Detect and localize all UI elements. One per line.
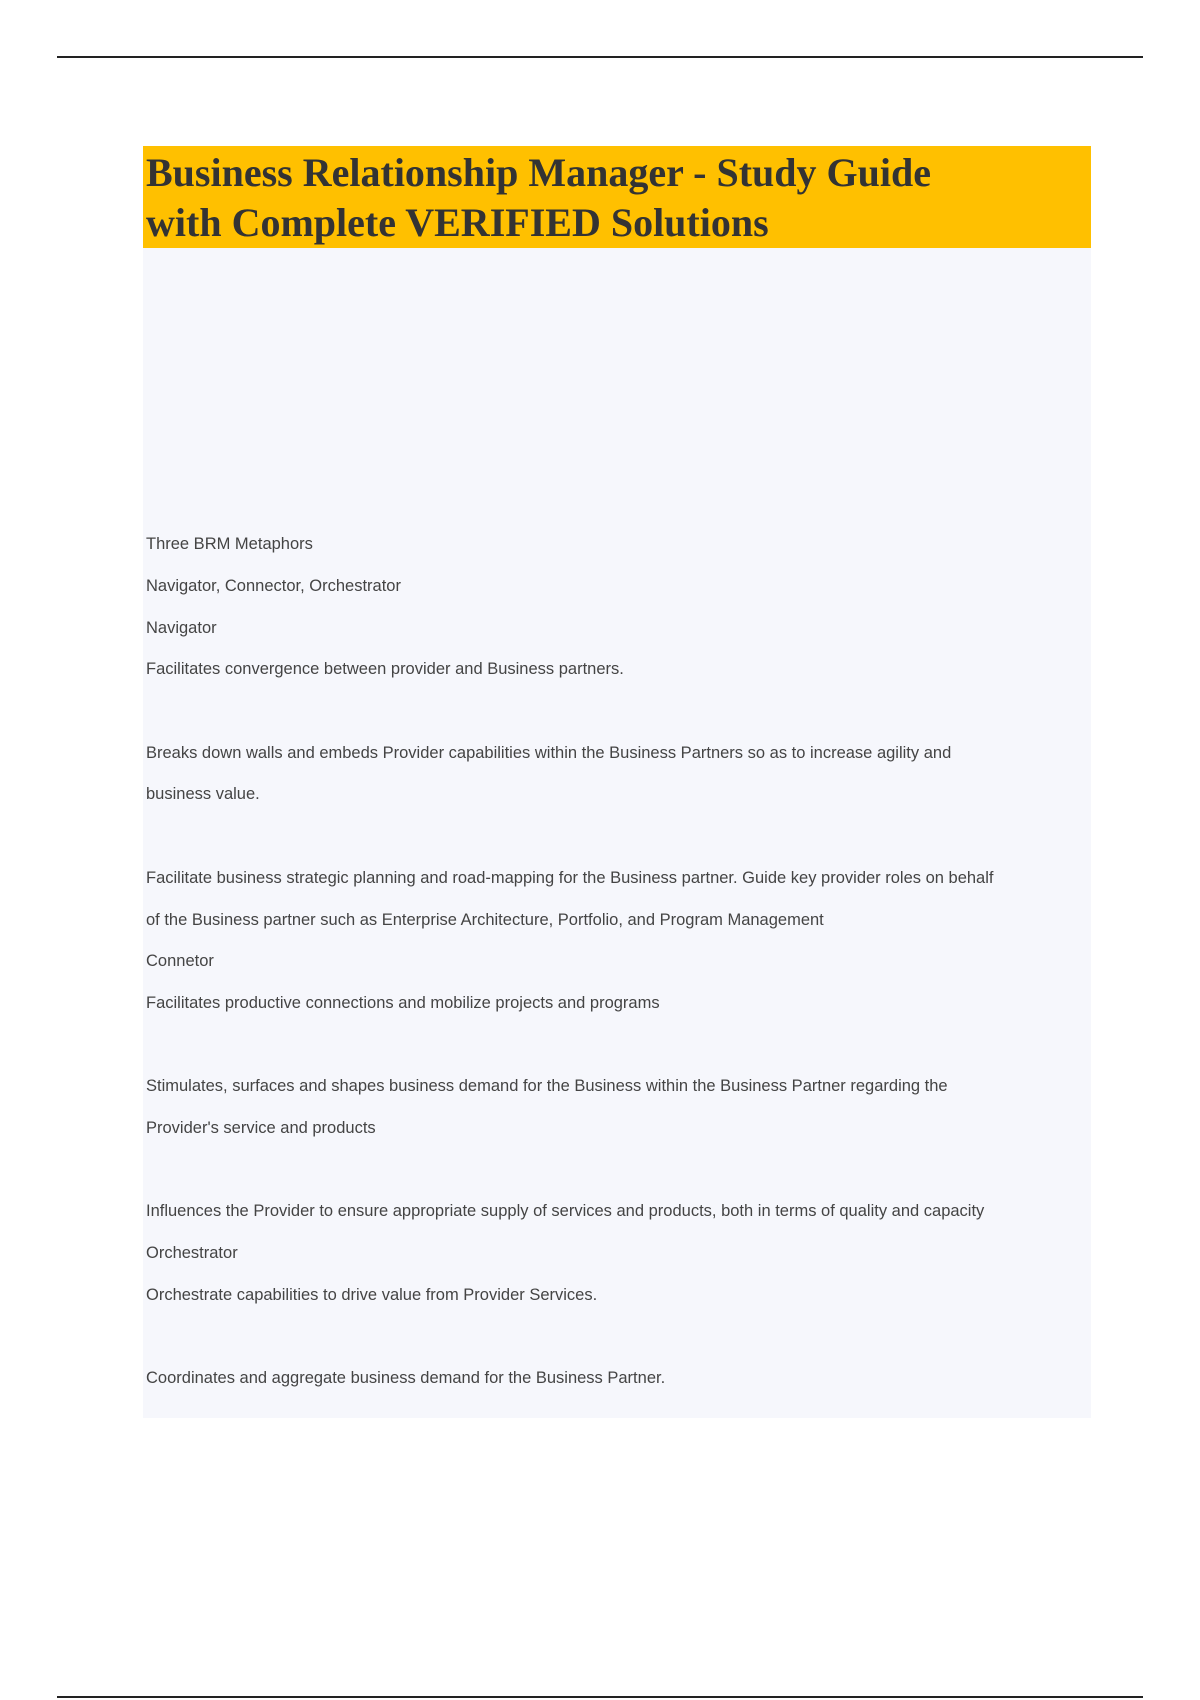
text-line: Stimulates, surfaces and shapes business demand for the Business within the Business Partner regarding the — [146, 1077, 948, 1095]
text-line: Three BRM Metaphors — [146, 535, 313, 553]
bottom-rule — [57, 1696, 1143, 1698]
text-line: Connetor — [146, 952, 214, 970]
text-line: Provider's service and products — [146, 1119, 376, 1137]
text-line: Navigator — [146, 619, 217, 637]
title-banner — [143, 146, 1091, 248]
document-title: Business Relationship Manager - Study Guide with Complete VERIFIED Solutions — [146, 150, 931, 245]
text-line: Influences the Provider to ensure appropriate supply of services and products, both in terms of quality and capacity — [146, 1202, 985, 1220]
text-line: Facilitates convergence between provider and Business partners. — [146, 660, 624, 678]
text-line: Facilitates productive connections and mobilize projects and programs — [146, 994, 660, 1012]
text-line: of the Business partner such as Enterprise Architecture, Portfolio, and Program Management — [146, 911, 824, 929]
text-line: Coordinates and aggregate business demand for the Business Partner. — [146, 1369, 666, 1387]
text-line: Breaks down walls and embeds Provider capabilities within the Business Partners so as to increase agility and — [146, 744, 952, 762]
text-line: Orchestrate capabilities to drive value from Provider Services. — [146, 1286, 598, 1304]
text-line: business value. — [146, 785, 260, 803]
top-rule — [57, 56, 1143, 58]
document-content — [143, 146, 1091, 1418]
text-line: Navigator, Connector, Orchestrator — [146, 577, 401, 595]
text-line: Facilitate business strategic planning and road-mapping for the Business partner. Guide key provider roles on behalf — [146, 869, 994, 887]
text-line: Orchestrator — [146, 1244, 238, 1262]
